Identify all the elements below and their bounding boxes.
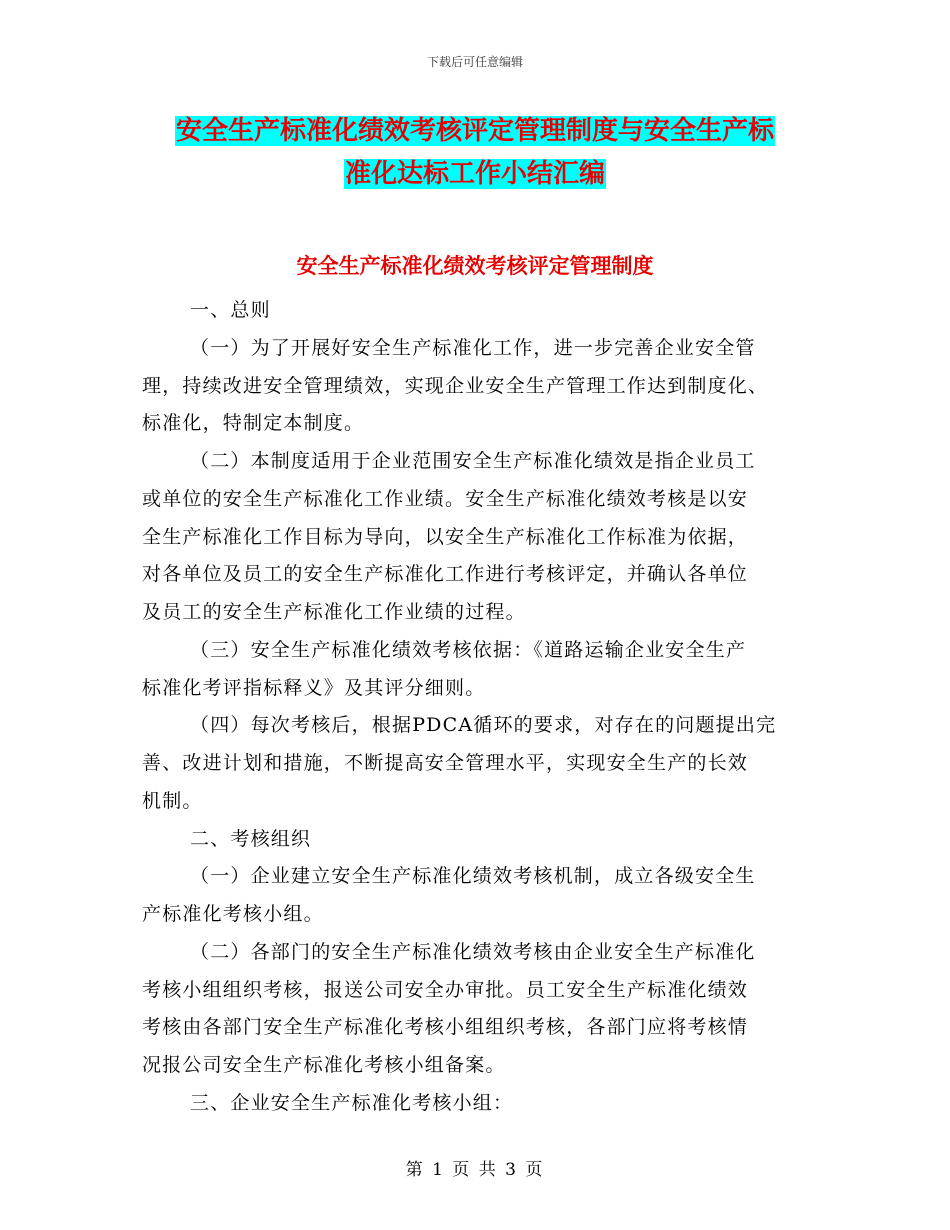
body-line: （一）企业建立安全生产标准化绩效考核机制，成立各级安全生 xyxy=(190,865,756,887)
body-line: （二）各部门的安全生产标准化绩效考核由企业安全生产标准化 xyxy=(190,941,756,963)
body-line: 考核小组组织考核，报送公司安全办审批。员工安全生产标准化绩效 xyxy=(142,979,749,1001)
header-note: 下载后可任意编辑 xyxy=(426,55,523,69)
body-line: 理，持续改进安全管理绩效，实现企业安全生产管理工作达到制度化、 xyxy=(142,375,769,397)
page-number-footer: 第 1 页 共 3 页 xyxy=(405,1160,545,1180)
body-line: 况报公司安全生产标准化考核小组备案。 xyxy=(142,1054,506,1076)
document-title-text-2: 准化达标工作小结汇编 xyxy=(344,159,605,189)
body-line: 标准化，特制定本制度。 xyxy=(142,412,365,434)
document-title-text-1: 安全生产标准化绩效考核评定管理制度与安全生产标 xyxy=(175,116,774,146)
heading-general-principles: 一、总则 xyxy=(190,299,271,321)
body-line: （三）安全生产标准化绩效考核依据：《道路运输企业安全生产 xyxy=(190,639,747,661)
body-line: 全生产标准化工作目标为导向，以安全生产标准化工作标准为依据， xyxy=(142,526,749,548)
document-title-line-1 xyxy=(0,114,950,148)
body-line: （二）本制度适用于企业范围安全生产标准化绩效是指企业员工 xyxy=(190,450,756,472)
body-line: 考核由各部门安全生产标准化考核小组组织考核，各部门应将考核情 xyxy=(142,1016,749,1038)
heading-assessment-organization: 二、考核组织 xyxy=(190,828,312,850)
body-line: 或单位的安全生产标准化工作业绩。安全生产标准化绩效考核是以安 xyxy=(142,488,749,510)
body-line: 及员工的安全生产标准化工作业绩的过程。 xyxy=(142,601,526,623)
body-line: 标准化考评指标释义》及其评分细则。 xyxy=(142,677,486,699)
body-line: 机制。 xyxy=(142,790,203,812)
heading-assessment-group: 三、企业安全生产标准化考核小组： xyxy=(190,1092,514,1114)
body-line: （四）每次考核后，根据PDCA循环的要求，对存在的问题提出完 xyxy=(190,714,777,736)
body-line: （一）为了开展好安全生产标准化工作，进一步完善企业安全管 xyxy=(190,337,756,359)
body-line: 产标准化考核小组。 xyxy=(142,903,324,925)
body-line: 善、改进计划和措施，不断提高安全管理水平，实现安全生产的长效 xyxy=(142,752,749,774)
document-title-line-2 xyxy=(0,157,950,191)
section-title: 安全生产标准化绩效考核评定管理制度 xyxy=(296,254,654,278)
body-line: 对各单位及员工的安全生产标准化工作进行考核评定，并确认各单位 xyxy=(142,563,749,585)
